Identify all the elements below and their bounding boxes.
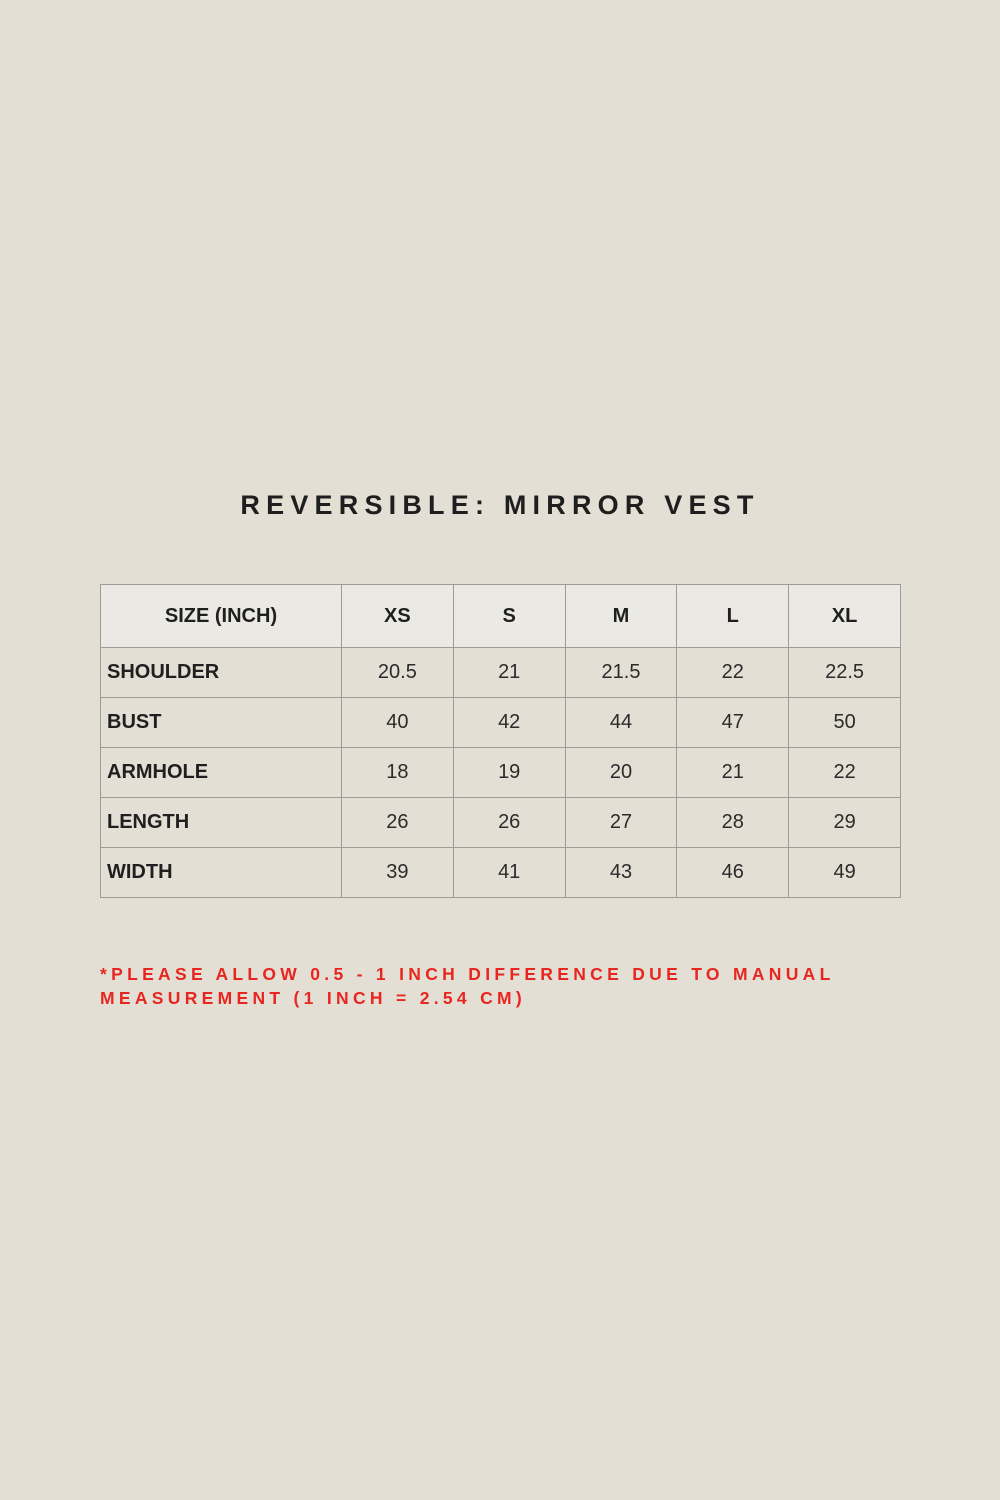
table-cell: 40 — [342, 698, 454, 748]
row-label: SHOULDER — [101, 648, 342, 698]
table-row-bust — [101, 698, 901, 748]
table-cell: 39 — [342, 848, 454, 898]
table-cell: 44 — [565, 698, 677, 748]
header-size-m: M — [565, 585, 677, 648]
table-cell: 22 — [677, 648, 789, 698]
table-cell: 27 — [565, 798, 677, 848]
table-cell: 20.5 — [342, 648, 454, 698]
table-cell: 20 — [565, 748, 677, 798]
table-row-armhole — [101, 748, 901, 798]
row-label: LENGTH — [101, 798, 342, 848]
table-header-row — [101, 585, 901, 648]
table-cell: 47 — [677, 698, 789, 748]
size-chart-table — [100, 584, 901, 898]
table-cell: 41 — [453, 848, 565, 898]
table-cell: 21.5 — [565, 648, 677, 698]
table-cell: 22.5 — [789, 648, 901, 698]
table-cell: 43 — [565, 848, 677, 898]
table-cell: 46 — [677, 848, 789, 898]
table-row-width — [101, 848, 901, 898]
table-cell: 19 — [453, 748, 565, 798]
measurement-note-line-2: MEASUREMENT (1 INCH = 2.54 CM) — [100, 988, 527, 1008]
table-cell: 29 — [789, 798, 901, 848]
page-title: REVERSIBLE: MIRROR VEST — [240, 490, 760, 520]
table-row-length — [101, 798, 901, 848]
header-size-l: L — [677, 585, 789, 648]
header-size-s: S — [453, 585, 565, 648]
measurement-note — [100, 962, 920, 1010]
table-cell: 42 — [453, 698, 565, 748]
row-label: ARMHOLE — [101, 748, 342, 798]
table-cell: 22 — [789, 748, 901, 798]
table-cell: 28 — [677, 798, 789, 848]
row-label: WIDTH — [101, 848, 342, 898]
header-size-xs: XS — [342, 585, 454, 648]
measurement-note-line-1: *PLEASE ALLOW 0.5 - 1 INCH DIFFERENCE DUE TO MANUAL — [100, 964, 835, 984]
row-label: BUST — [101, 698, 342, 748]
table-row-shoulder — [101, 648, 901, 698]
header-size-xl: XL — [789, 585, 901, 648]
table-cell: 18 — [342, 748, 454, 798]
header-size-label: SIZE (INCH) — [101, 585, 342, 648]
table-cell: 21 — [453, 648, 565, 698]
table-cell: 26 — [453, 798, 565, 848]
table-cell: 21 — [677, 748, 789, 798]
table-cell: 50 — [789, 698, 901, 748]
table-cell: 26 — [342, 798, 454, 848]
table-cell: 49 — [789, 848, 901, 898]
